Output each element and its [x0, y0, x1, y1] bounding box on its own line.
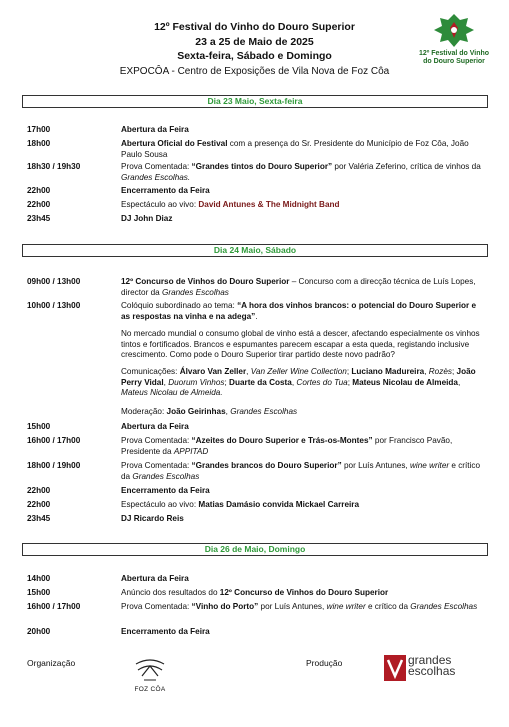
event-bold: Matias Damásio convida Mickael Carreira [198, 500, 360, 509]
event-time: 16h00 / 17h00 [27, 602, 81, 611]
event-text [121, 277, 485, 298]
event-italic: wine writer [326, 602, 366, 611]
logo-word-2: escolhas [408, 664, 456, 678]
event-time: 20h00 [27, 627, 51, 636]
speaker-company: Rozès [428, 367, 452, 376]
event-time: 22h00 [27, 200, 51, 209]
event-text: Encerramento da Feira [121, 486, 210, 495]
event-desc: por Valéria Zeferino, crítica de vinhos da [332, 162, 481, 171]
speaker-company: Cortes do Tua [296, 377, 348, 387]
foz-coa-logo-text: FOZ CÔA [134, 686, 166, 693]
event-post: . [255, 311, 258, 321]
event-italic: wine writer [409, 461, 450, 470]
event-bold: “Azeites do Douro Superior e Trás-os-Montes” [191, 436, 373, 445]
festival-dates: 23 a 25 de Maio de 2025 [195, 35, 314, 48]
mod-pre: Moderação: [121, 407, 167, 416]
grandes-escolhas-emblem-icon [384, 655, 406, 681]
event-time: 18h30 / 19h30 [27, 162, 81, 171]
event-time: 23h45 [27, 514, 51, 523]
event-italic-2: Grandes Escolhas [132, 471, 200, 481]
event-bold: “Grandes brancos do Douro Superior” [191, 461, 342, 470]
event-time: 09h00 / 13h00 [27, 277, 81, 286]
event-pre: Colóquio subordinado ao tema: [121, 301, 238, 310]
event-desc-2: e crítico da [365, 602, 411, 611]
event-pre: Prova Comentada: [121, 602, 192, 611]
day3-title: Dia 26 de Maio, Domingo [22, 543, 488, 556]
event-italic: Grandes Escolhas [161, 287, 229, 297]
event-desc: por Luís Antunes, [341, 461, 410, 470]
event-bold: Abertura Oficial do Festival [121, 139, 228, 148]
speaker-company: Van Zeller Wine Collection [250, 367, 347, 376]
event-time: 14h00 [27, 574, 51, 583]
event-italic: APPITAD [173, 446, 209, 456]
event-text [121, 602, 485, 613]
event-bold: 12º Concurso de Vinhos do Douro Superior [121, 277, 290, 286]
event-bold: “Grandes tintos do Douro Superior” [191, 162, 333, 171]
event-time: 23h45 [27, 214, 51, 223]
event-text: Encerramento da Feira [121, 186, 210, 195]
event-desc: – Concurso com a direcção técnica de Luís Lopes, director da [121, 277, 476, 297]
event-pre: Prova Comentada: [121, 162, 192, 171]
event-time: 22h00 [27, 486, 51, 495]
grape-leaf-icon [408, 10, 500, 50]
event-desc: com a presença do Sr. Presidente do Município de Foz Côa, João Paulo Sousa [121, 139, 469, 159]
event-pre: Espectáculo ao vivo: [121, 200, 199, 209]
event-bold: “A hora dos vinhos brancos: o potencial do Douro Superior e as respostas na vinha e na adega” [121, 301, 477, 321]
foz-coa-emblem-icon [130, 654, 170, 686]
event-text [121, 200, 485, 211]
event-time: 16h00 / 17h00 [27, 436, 81, 445]
event-time: 17h00 [27, 125, 51, 134]
event-text [121, 461, 485, 482]
event-bold: 12º Concurso de Vinhos do Douro Superior [219, 588, 389, 597]
event-italic-2: Grandes Escolhas [410, 602, 478, 611]
event-text: DJ Ricardo Reis [121, 514, 184, 523]
moderator-name: João Geirinhas [166, 407, 226, 416]
event-text: Encerramento da Feira [121, 627, 210, 636]
event-text [121, 301, 485, 322]
event-text: Abertura da Feira [121, 574, 189, 583]
logo-word-1: grandes [408, 653, 452, 667]
event-desc-2: e crítico da [121, 461, 481, 481]
production-label: Produção [306, 658, 343, 668]
event-text: DJ John Diaz [121, 214, 173, 223]
event-desc: por Francisco Pavão, Presidente da [121, 436, 453, 456]
event-pre: Prova Comentada: [121, 461, 192, 470]
event-text [121, 588, 485, 599]
festival-venue: EXPOCÔA - Centro de Exposições de Vila Nova de Foz Côa [119, 65, 390, 77]
grandes-escolhas-logo [384, 655, 474, 681]
event-pre: Espectáculo ao vivo: [121, 500, 199, 509]
event-italic: Grandes Escolhas. [121, 172, 191, 182]
event-bold: David Antunes & The Midnight Band [198, 200, 340, 209]
logo-line-1: 12º Festival do Vinho [418, 50, 490, 57]
speaker-name: Duarte da Costa [229, 377, 292, 387]
communications-text: Comunicações: Álvaro Van Zeller, Van Zeller Wine Collection; Luciano Madureira, Rozès; João Perry Vidal, Duorum Vinhos; Duarte da Costa, Cortes do Tua; Mateus Nicolau de Almeida, Mateus Nicolau de Almeida. [121, 367, 476, 397]
speaker-name: Luciano Madureira [351, 367, 425, 376]
speaker-name: Álvaro Van Zeller [179, 367, 247, 376]
day2-title: Dia 24 Maio, Sábado [22, 244, 488, 257]
event-pre: Prova Comentada: [121, 436, 192, 445]
event-time: 22h00 [27, 186, 51, 195]
speaker-name: João Perry Vidal [121, 367, 476, 387]
foz-coa-logo [130, 654, 170, 698]
speaker-company: Duorum Vinhos [168, 377, 225, 387]
com-pre: Comunicações: [121, 367, 180, 376]
event-time: 22h00 [27, 500, 51, 509]
event-text [121, 436, 485, 457]
festival-days: Sexta-feira, Sábado e Domingo [177, 50, 332, 62]
speaker-company: Mateus Nicolau de Almeida. [121, 388, 223, 397]
grandes-escolhas-text [408, 655, 455, 677]
festival-title: 12º Festival do Vinho do Douro Superior [154, 21, 355, 33]
speaker-name: Mateus Nicolau de Almeida [352, 377, 458, 387]
event-text [121, 500, 485, 511]
event-time: 18h00 / 19h00 [27, 461, 81, 470]
moderation-text: Moderação: João Geirinhas, Grandes Escolhas [121, 407, 298, 416]
event-desc: por Luís Antunes, [258, 602, 327, 611]
event-text: Abertura da Feira [121, 125, 189, 134]
festival-logo [408, 10, 500, 72]
festival-logo-text [408, 50, 500, 66]
logo-line-2: do Douro Superior [423, 58, 485, 65]
event-text: Abertura da Feira [121, 422, 189, 431]
moderator-org: Grandes Escolhas [230, 407, 298, 416]
event-text [121, 139, 485, 160]
description-text: No mercado mundial o consumo global de vinho está a descer, afectando especialmente os vinhos tintos e fortificados. Brancos e espumantes parecem escapar a esta queda, registando inclusive crescimento. Como pode o Douro Superior tirar partido deste novo padrão? [121, 329, 480, 359]
event-time: 15h00 [27, 588, 51, 597]
event-time: 15h00 [27, 422, 51, 431]
event-text [121, 162, 485, 183]
event-pre: Anúncio dos resultados do [121, 588, 220, 597]
event-bold: “Vinho do Porto” [191, 602, 259, 611]
day1-title: Dia 23 Maio, Sexta-feira [22, 95, 488, 108]
organisation-label: Organização [27, 658, 76, 668]
event-time: 18h00 [27, 139, 51, 148]
event-time: 10h00 / 13h00 [27, 301, 81, 310]
